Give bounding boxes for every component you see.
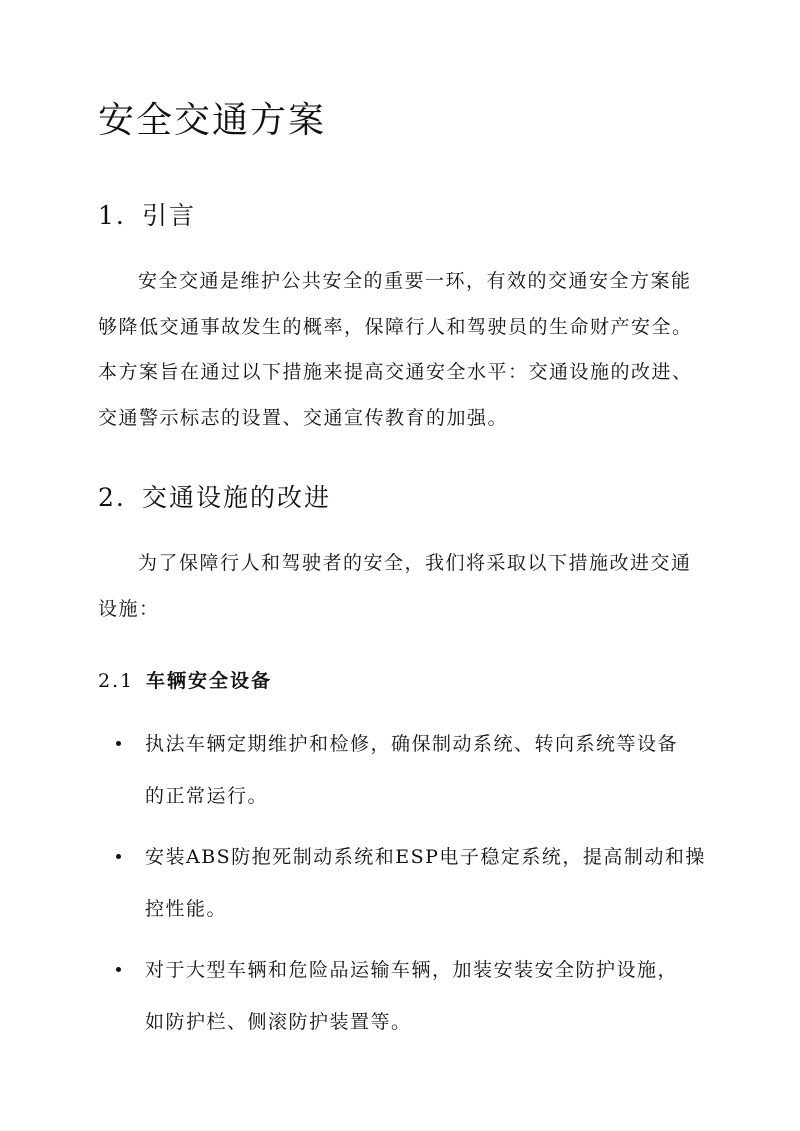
bullet-item (116, 718, 716, 822)
subsection-2-1-number: 2.1 (98, 670, 135, 692)
subsection-2-1-title: 车辆安全设备 (146, 670, 273, 692)
section-1-heading (98, 196, 196, 232)
document-title: 安全交通方案 (98, 100, 327, 141)
paragraph-line: 交通警示标志的设置、交通宣传教育的加强。 (98, 406, 509, 429)
bullet-dot-icon (116, 967, 121, 972)
section-2-heading (98, 478, 331, 514)
paragraph-line: 够降低交通事故发生的概率，保障行人和驾驶员的生命财产安全。 (98, 315, 693, 338)
bullet-item (116, 944, 716, 1048)
bullet-dot-icon (116, 741, 121, 746)
section-2-number: 2. (98, 483, 126, 512)
paragraph-line: 为了保障行人和驾驶者的安全，我们将采取以下措施改进交通 (138, 552, 692, 574)
bullet-item (116, 831, 716, 935)
section-2-title: 交通设施的改进 (142, 483, 332, 512)
bullet-line: 如防护栏、侧滚防护装置等。 (145, 1011, 412, 1033)
paragraph-line: 本方案旨在通过以下措施来提高交通安全水平：交通设施的改进、 (98, 361, 693, 383)
bullet-line: 对于大型车辆和危险品运输车辆，加装安装安全防护设施， (145, 959, 679, 981)
paragraph-line: 设施： (98, 597, 160, 620)
paragraph-line: 安全交通是维护公共安全的重要一环，有效的交通安全方案能 (138, 270, 692, 292)
bullet-line: 执法车辆定期维护和检修，确保制动系统、转向系统等设备 (145, 733, 679, 755)
section-1-paragraph (98, 259, 708, 441)
bullet-line: 控性能。 (145, 898, 228, 920)
section-1-title: 引言 (142, 201, 197, 230)
bullet-line: 的正常运行。 (145, 785, 269, 807)
section-1-number: 1. (98, 201, 126, 230)
section-2-paragraph (98, 541, 708, 632)
bullet-dot-icon (116, 854, 121, 859)
subsection-2-1-heading (98, 666, 272, 693)
bullet-line: 安装ABS防抱死制动系统和ESP电子稳定系统，提高制动和操 (145, 846, 706, 868)
